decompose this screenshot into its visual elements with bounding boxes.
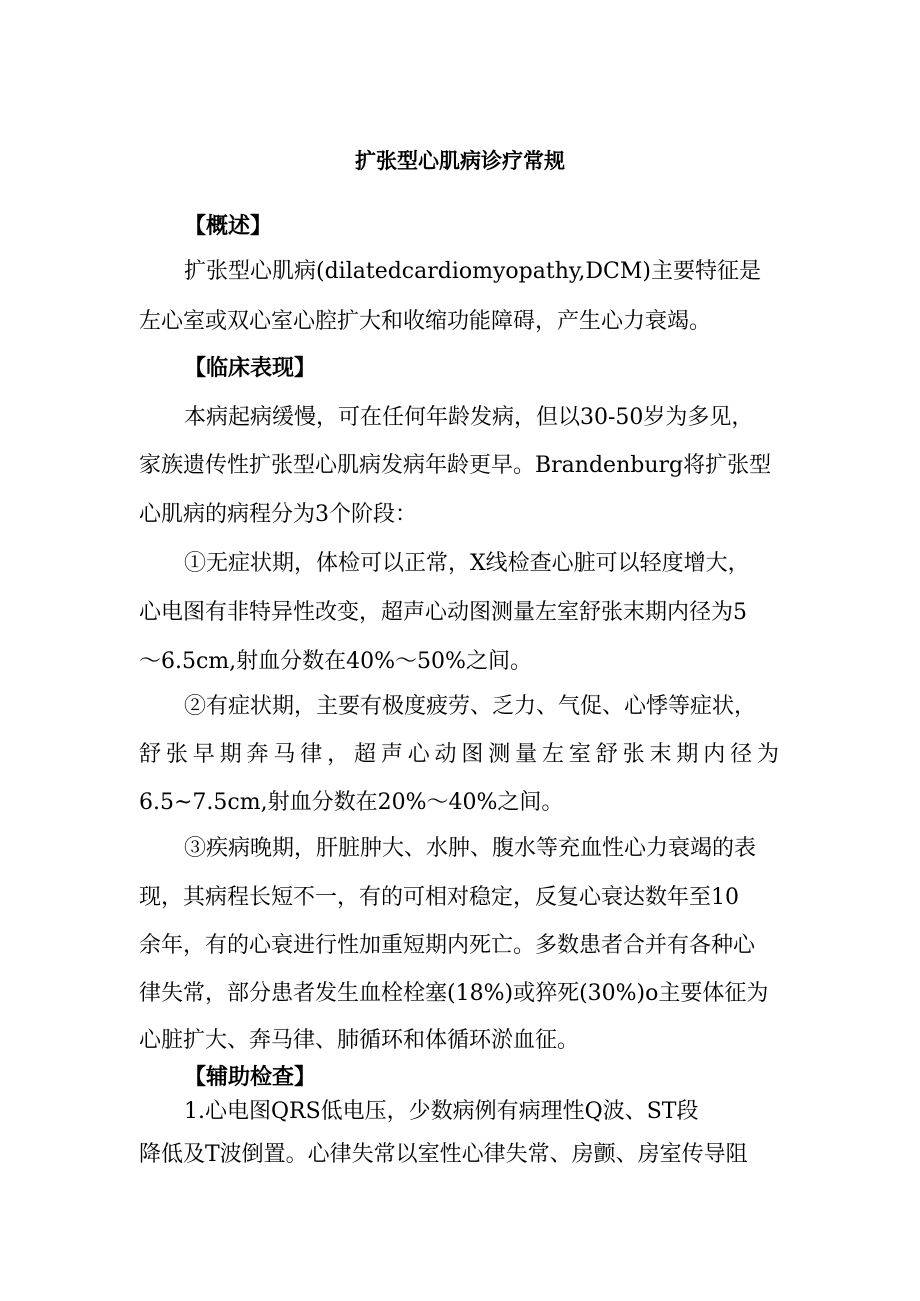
paragraph-line: 心肌病的病程分为3个阶段：: [139, 502, 417, 527]
section-heading-clinical: 【临床表现】: [184, 355, 317, 381]
document-title: 扩张型心肌病诊疗常规: [355, 148, 565, 173]
paragraph-line: 心脏扩大、奔马律、肺循环和体循环淤血征。: [139, 1028, 580, 1053]
paragraph-line: 扩张型心肌病(dilatedcardiomyopathy,DCM)主要特征是: [184, 259, 761, 284]
paragraph-line: 本病起病缓慢，可在任何年龄发病，但以30-50岁为多见，: [184, 405, 754, 430]
paragraph-line: 降低及T波倒置。心律失常以室性心律失常、房颤、房室传导阻: [139, 1142, 748, 1167]
section-heading-auxiliary: 【辅助检查】: [184, 1064, 317, 1090]
paragraph-line: 律失常，部分患者发生血栓栓塞(18%)或猝死(30%)o主要体征为: [139, 981, 769, 1006]
paragraph-line: ②有症状期，主要有极度疲劳、乏力、气促、心悸等症状，: [184, 694, 757, 719]
section-heading-overview: 【概述】: [184, 213, 273, 239]
paragraph-line: 心电图有非特异性改变，超声心动图测量左室舒张末期内径为5: [139, 600, 747, 625]
paragraph-line: ③疾病晚期，肝脏肿大、水肿、腹水等充血性心力衰竭的表: [184, 836, 757, 861]
paragraph-line: 舒张早期奔马律，超声心动图测量左室舒张末期内径为: [139, 742, 779, 767]
paragraph-line: ①无症状期，体检可以正常，X线检查心脏可以轻度增大，: [184, 551, 750, 576]
paragraph-line: 左心室或双心室心腔扩大和收缩功能障碍，产生心力衰竭。: [139, 309, 712, 334]
paragraph-line: ～6.5cm,射血分数在40%～50%之间。: [139, 649, 532, 674]
paragraph-line: 现，其病程长短不一，有的可相对稳定，反复心衰达数年至10: [139, 885, 739, 910]
paragraph-line: 1.心电图QRS低电压，少数病例有病理性Q波、ST段: [184, 1099, 699, 1124]
paragraph-line: 余年，有的心衰进行性加重短期内死亡。多数患者合并有各种心: [139, 933, 756, 958]
paragraph-line: 家族遗传性扩张型心肌病发病年龄更早。Brandenburg将扩张型: [139, 453, 772, 478]
paragraph-line: 6.5~7.5cm,射血分数在20%～40%之间。: [139, 790, 564, 815]
